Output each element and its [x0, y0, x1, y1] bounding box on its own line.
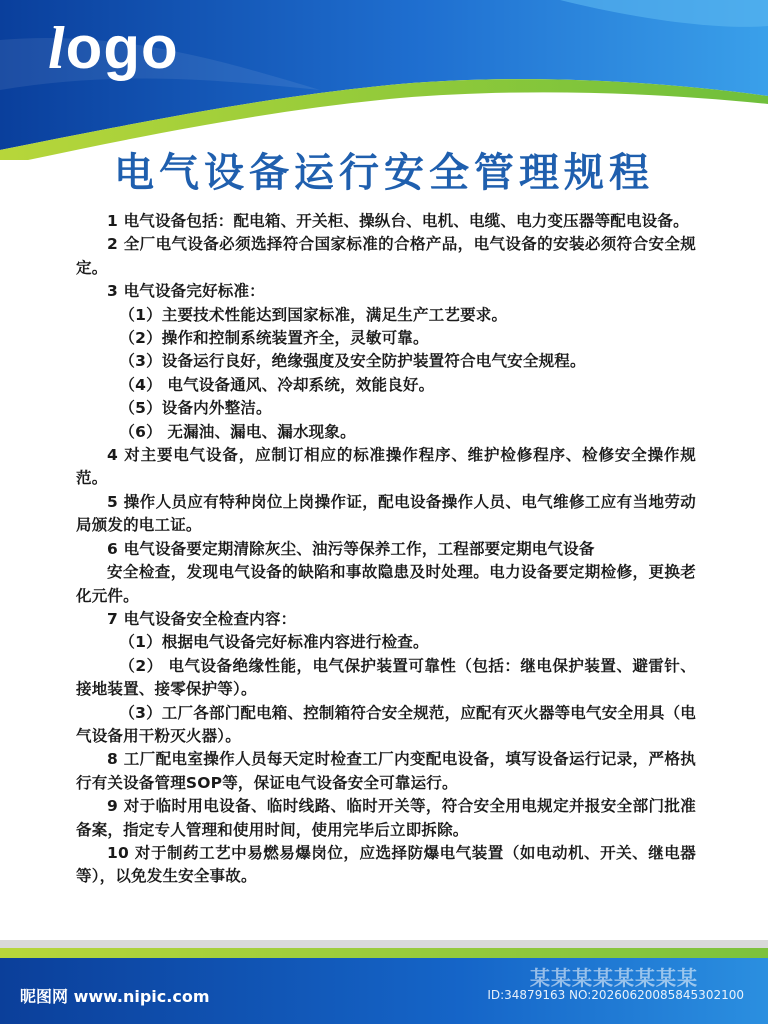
regulation-paragraph: 9 对于临时用电设备、临时线路、临时开关等，符合安全用电规定并报安全部门批准备案，指定专人管理和使用时间，使用完毕后立即拆除。: [76, 797, 696, 839]
regulation-paragraph: （1）主要技术性能达到国家标准，满足生产工艺要求。: [119, 305, 508, 324]
watermark-site: 昵图网 www.nipic.com: [20, 987, 210, 1006]
regulation-paragraph: 6 电气设备要定期清除灰尘、油污等保养工作，工程部要定期电气设备: [107, 539, 595, 558]
watermark-id: ID:34879163 NO:20260620085845302100: [487, 988, 744, 1002]
regulation-paragraph: （1）根据电气设备完好标准内容进行检查。: [119, 633, 429, 652]
regulation-paragraph: （3）工厂各部门配电箱、控制箱符合安全规范，应配有灭火器等电气安全用具（电气设备用干粉灭火器）。: [76, 703, 696, 745]
regulation-paragraph: 2 全厂电气设备必须选择符合国家标准的合格产品，电气设备的安装必须符合安全规定。: [76, 235, 696, 277]
regulation-body: [76, 210, 696, 889]
regulation-paragraph: （5）设备内外整洁。: [119, 399, 272, 418]
footer-company-name: 某某某某某某某某: [530, 966, 698, 990]
regulation-paragraph: （4） 电气设备通风、冷却系统，效能良好。: [119, 375, 435, 394]
regulation-paragraph: （6） 无漏油、漏电、漏水现象。: [119, 422, 356, 441]
regulation-paragraph: 5 操作人员应有特种岗位上岗操作证，配电设备操作人员、电气维修工应有当地劳动局颁发的电工证。: [76, 492, 696, 535]
regulation-paragraph: 8 工厂配电室操作人员每天定时检查工厂内变配电设备，填写设备运行记录，严格执行有关设备管理SOP等，保证电气设备安全可靠运行。: [76, 750, 696, 792]
regulation-paragraph: 4 对主要电气设备，应制订相应的标准操作程序、维护检修程序、检修安全操作规范。: [76, 446, 696, 488]
regulation-paragraph: 7 电气设备安全检查内容：: [107, 609, 297, 628]
regulation-paragraph: （2） 电气设备绝缘性能，电气保护装置可靠性（包括：继电保护装置、避雷针、接地装置、接零保护等）。: [76, 656, 696, 699]
regulation-paragraph: 3 电气设备完好标准：: [107, 282, 265, 301]
regulation-paragraph: 10 对于制药工艺中易燃易爆岗位，应选择防爆电气装置（如电动机、开关、继电器等），以免发生安全事故。: [76, 843, 696, 886]
page-title: 电气设备运行安全管理规程: [114, 150, 654, 196]
regulation-paragraph: 1 电气设备包括：配电箱、开关柜、操纵台、电机、电缆、电力变压器等配电设备。: [107, 212, 689, 230]
regulation-paragraph: （3）设备运行良好，绝缘强度及安全防护装置符合电气安全规程。: [119, 352, 586, 371]
logo: [48, 14, 179, 81]
logo-rest: ogo: [65, 14, 179, 81]
regulation-paragraph: 安全检查，发现电气设备的缺陷和事故隐患及时处理。电力设备要定期检修，更换老化元件。: [76, 563, 696, 605]
regulation-paragraph: （2）操作和控制系统装置齐全，灵敏可靠。: [119, 329, 429, 348]
logo-first-letter: l: [48, 15, 66, 81]
